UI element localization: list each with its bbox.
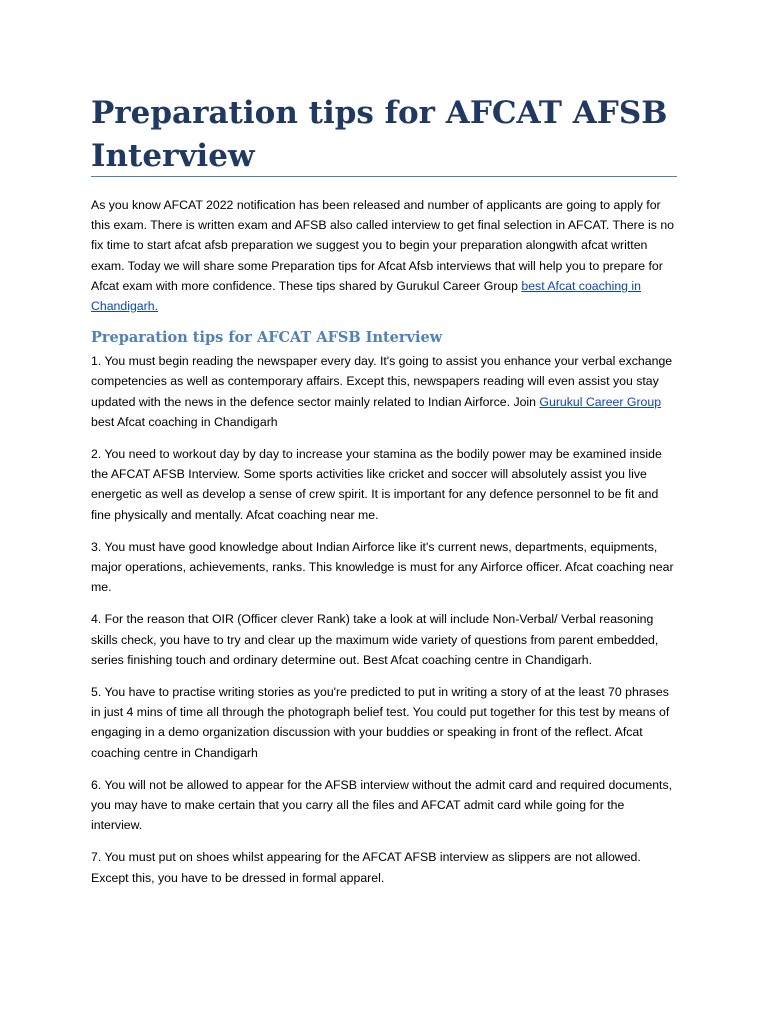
best-afcat-coaching-link[interactable]: best Afcat coaching in Chandigarh. xyxy=(91,278,642,314)
tip-7: 7. You must put on shoes whilst appearing for the AFCAT AFSB interview as slippers are not allowed. Except this, you have to be dressed in formal apparel. xyxy=(91,850,641,885)
document-title: Preparation tips for AFCAT AFSB Interview xyxy=(91,95,668,174)
title-divider xyxy=(91,176,677,177)
tip-1-text: 1. You must begin reading the newspaper every day. It's going to assist you enhance your verbal exchange competencies as well as contemporary affairs. Except this, newspapers reading will even assist you stay updated with the news in the defence sector mainly related to Indian Airforce. Join xyxy=(91,354,673,409)
tip-3: 3. You must have good knowledge about Indian Airforce like it's current news, departments, equipments, major operations, achievements, ranks. This knowledge is must for any Airforce officer. Afcat coaching near me. xyxy=(91,539,674,595)
tip-1 xyxy=(91,351,679,432)
gurukul-career-group-link[interactable]: Gurukul Career Group xyxy=(539,394,662,409)
tip-5: 5. You have to practise writing stories as you're predicted to put in writing a story of at the least 70 phrases in just 4 mins of time all through the photograph belief test. You could put together for this test by means of engaging in a demo organization discussion with your buddies or speaking in front of the reflect. Afcat coaching centre in Chandigarh xyxy=(91,685,670,760)
tip-1-after-link: best Afcat coaching in Chandigarh xyxy=(91,414,278,429)
intro-paragraph xyxy=(91,195,679,316)
section-heading: Preparation tips for AFCAT AFSB Interview xyxy=(91,329,443,347)
document-body xyxy=(91,195,679,900)
intro-text: As you know AFCAT 2022 notification has been released and number of applicants are going to apply for this exam. There is written exam and AFSB also called interview to get final selection in AFCAT. There is no fix time to start afcat afsb preparation we suggest you to begin your preparation alongwith afcat written exam. Today we will share some Preparation tips for Afcat Afsb interviews that will help you to prepare for Afcat exam with more confidence. These tips shared by Gurukul Career Group xyxy=(91,198,675,293)
tip-4: 4. For the reason that OIR (Officer clever Rank) take a look at will include Non-Verbal/ Verbal reasoning skills check, you have to try and clear up the maximum wide variety of questions from parent embedded, series finishing touch and ordinary determine out. Best Afcat coaching centre in Chandigarh. xyxy=(91,612,659,667)
tip-6: 6. You will not be allowed to appear for the AFSB interview without the admit card and required documents, you may have to make certain that you carry all the files and AFCAT admit card while going for the interview. xyxy=(91,777,673,833)
tip-2: 2. You need to workout day by day to increase your stamina as the bodily power may be examined inside the AFCAT AFSB Interview. Some sports activities like cricket and soccer will absolutely assist you live energetic as well as develop a sense of crew spirit. It is important for any defence personnel to be fit and fine physically and mentally. Afcat coaching near me. xyxy=(91,447,662,522)
